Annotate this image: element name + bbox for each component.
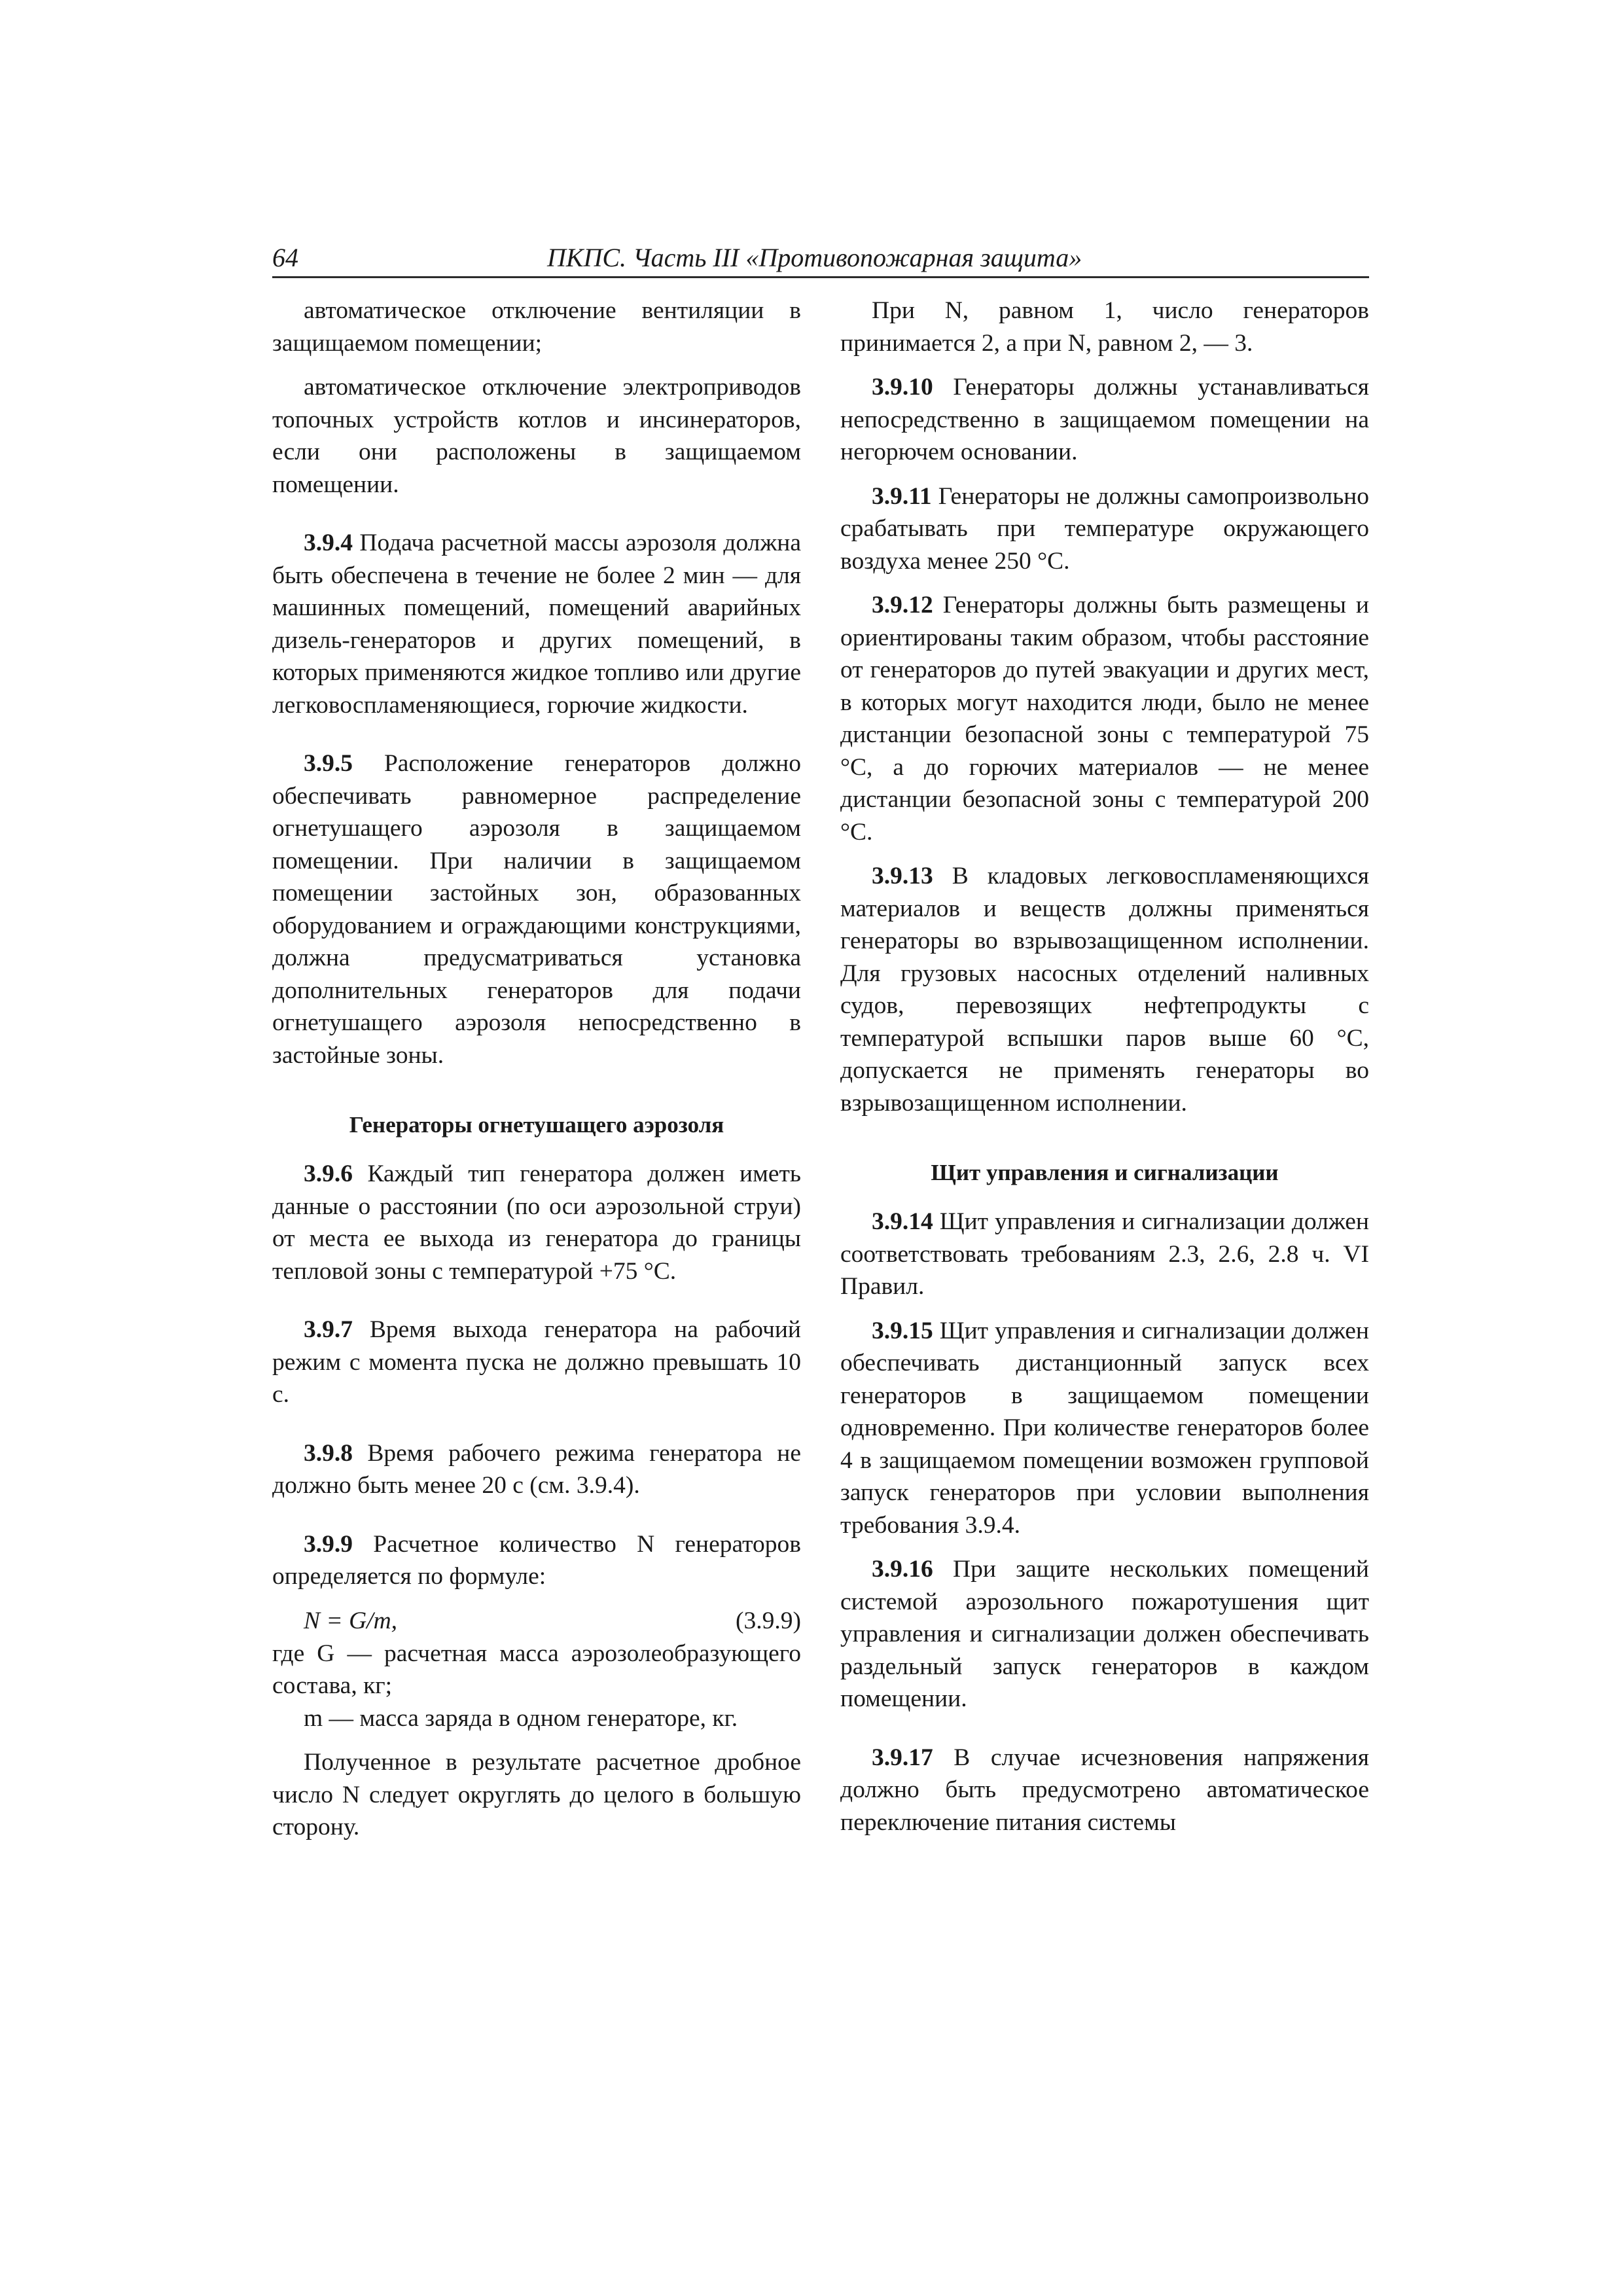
clause-text: Каждый тип генератора должен иметь данные о расстоянии (по оси аэрозольной струи) от места ее выхода из генератора до границы тепловой зоны с температурой +75 °С. [272,1160,801,1285]
clause-3-9-10 [840,371,1369,469]
clause-3-9-8 [272,1437,801,1502]
page-number: 64 [272,243,298,272]
clause-text: В случае исчезновения напряжения должно быть предусмотрено автоматическое переключение питания системы [840,1744,1369,1836]
running-title: ПКПС. Часть III «Противопожарная защита» [547,243,1082,272]
clause-text: Генераторы должны быть размещены и ориентированы таким образом, чтобы расстояние от генераторов до путей эвакуации и других мест, в которых могут находится люди, было не менее дистанции безопасной зоны с температурой 75 °С, а до горючих материалов — не менее дистанции безопасной зоны с температурой 200 °С. [840,592,1369,846]
clause-text: В кладовых легковоспламеняющихся материалов и веществ должны применяться генераторы во взрывозащищенном исполнении. Для грузовых насосных отделений наливных судов, перевозящих нефтепродукты с температурой вспышки паров выше 60 °С, допускается не применять генераторы во взрывозащищенном исполнении. [840,863,1369,1117]
clause-number: 3.9.12 [872,592,933,619]
paragraph: Полученное в результате расчетное дробное число N следует округлять до целого в большую сторону. [272,1749,801,1840]
right-column [840,295,1369,1839]
clause-number: 3.9.11 [872,482,932,510]
clause-number: 3.9.8 [304,1439,353,1467]
clause-number: 3.9.7 [304,1316,353,1343]
clause-text: Щит управления и сигнализации должен обеспечивать дистанционный запуск всех генераторов в защищаемом помещении одновременно. При количестве генераторов более 4 в защищаемом помещении возможен групповой запуск генераторов при условии выполнения требования 3.9.4. [840,1317,1369,1539]
clause-text: Подача расчетной массы аэрозоля должна быть обеспечена в течение не более 2 мин — для машинных помещений, помещений аварийных дизель-генераторов и других помещений, в которых применяются жидкое топливо или другие легковоспламеняющиеся, горючие жидкости. [272,529,801,719]
clause-number: 3.9.5 [304,750,353,777]
left-column [272,295,801,1844]
clause-text: Расчетное количество N генераторов определяется по формуле: [272,1530,801,1590]
clause-3-9-9 [272,1528,801,1593]
clause-3-9-14 [840,1206,1369,1303]
clause-text: Генераторы должны устанавливаться непосредственно в защищаемом помещении на негорючем основании. [840,374,1369,465]
clause-3-9-6 [272,1158,801,1287]
definition-m: m — масса заряда в одном генераторе, кг. [304,1704,738,1732]
clause-3-9-11 [840,480,1369,578]
clause-number: 3.9.10 [872,374,933,401]
clause-number: 3.9.17 [872,1744,933,1771]
clause-text: Время выхода генератора на рабочий режим с момента пуска не должно превышать 10 с. [272,1316,801,1408]
formula [272,1605,801,1638]
clause-3-9-5 [272,747,801,1071]
clause-3-9-17 [840,1742,1369,1839]
clause-number: 3.9.15 [872,1317,933,1344]
formula-expression: N = G/m, [304,1607,398,1634]
clause-3-9-7 [272,1314,801,1411]
clause-3-9-12 [840,589,1369,848]
definition-g: где G — расчетная масса аэрозолеобразующего состава, кг; [272,1640,801,1699]
clause-text: Щит управления и сигнализации должен соответствовать требованиям 2.3, 2.6, 2.8 ч. VI Правил. [840,1208,1369,1300]
clause-text: Время рабочего режима генератора не должно быть менее 20 с (см. 3.9.4). [272,1439,801,1499]
clause-3-9-15 [840,1315,1369,1542]
clause-text: Расположение генераторов должно обеспечивать равномерное распределение огнетушащего аэрозоля в защищаемом помещении. При наличии в защищаемом помещении застойных зон, образованных оборудованием и ограждающими конструкциями, должна предусматриваться установка дополнительных генераторов для подачи огнетушащего аэрозоля непосредственно в застойные зоны. [272,750,801,1069]
clause-3-9-13 [840,860,1369,1119]
clause-number: 3.9.13 [872,863,933,889]
section-heading: Генераторы огнетушащего аэрозоля [349,1112,724,1138]
formula-number: (3.9.9) [736,1607,801,1634]
paragraph: При N, равном 1, число генераторов принимается 2, а при N, равном 2, — 3. [840,297,1369,357]
clause-number: 3.9.9 [304,1530,353,1558]
clause-number: 3.9.14 [872,1208,933,1235]
clause-number: 3.9.4 [304,529,353,556]
page-header [272,242,1369,278]
clause-text: Генераторы не должны самопроизвольно срабатывать при температуре окружающего воздуха менее 250 °С. [840,482,1369,575]
paragraph: автоматическое отключение электроприводов топочных устройств котлов и инсинераторов, если они расположены в защищаемом помещении. [272,374,801,498]
clause-number: 3.9.6 [304,1160,353,1187]
section-heading: Щит управления и сигнализации [931,1160,1279,1185]
paragraph: автоматическое отключение вентиляции в защищаемом помещении; [272,297,801,357]
clause-text: При защите нескольких помещений системой аэрозольного пожаротушения щит управления и сигнализации должен обеспечивать раздельный запуск генераторов в каждом помещении. [840,1556,1369,1712]
clause-3-9-4 [272,527,801,721]
clause-number: 3.9.16 [872,1556,933,1583]
clause-3-9-16 [840,1553,1369,1715]
